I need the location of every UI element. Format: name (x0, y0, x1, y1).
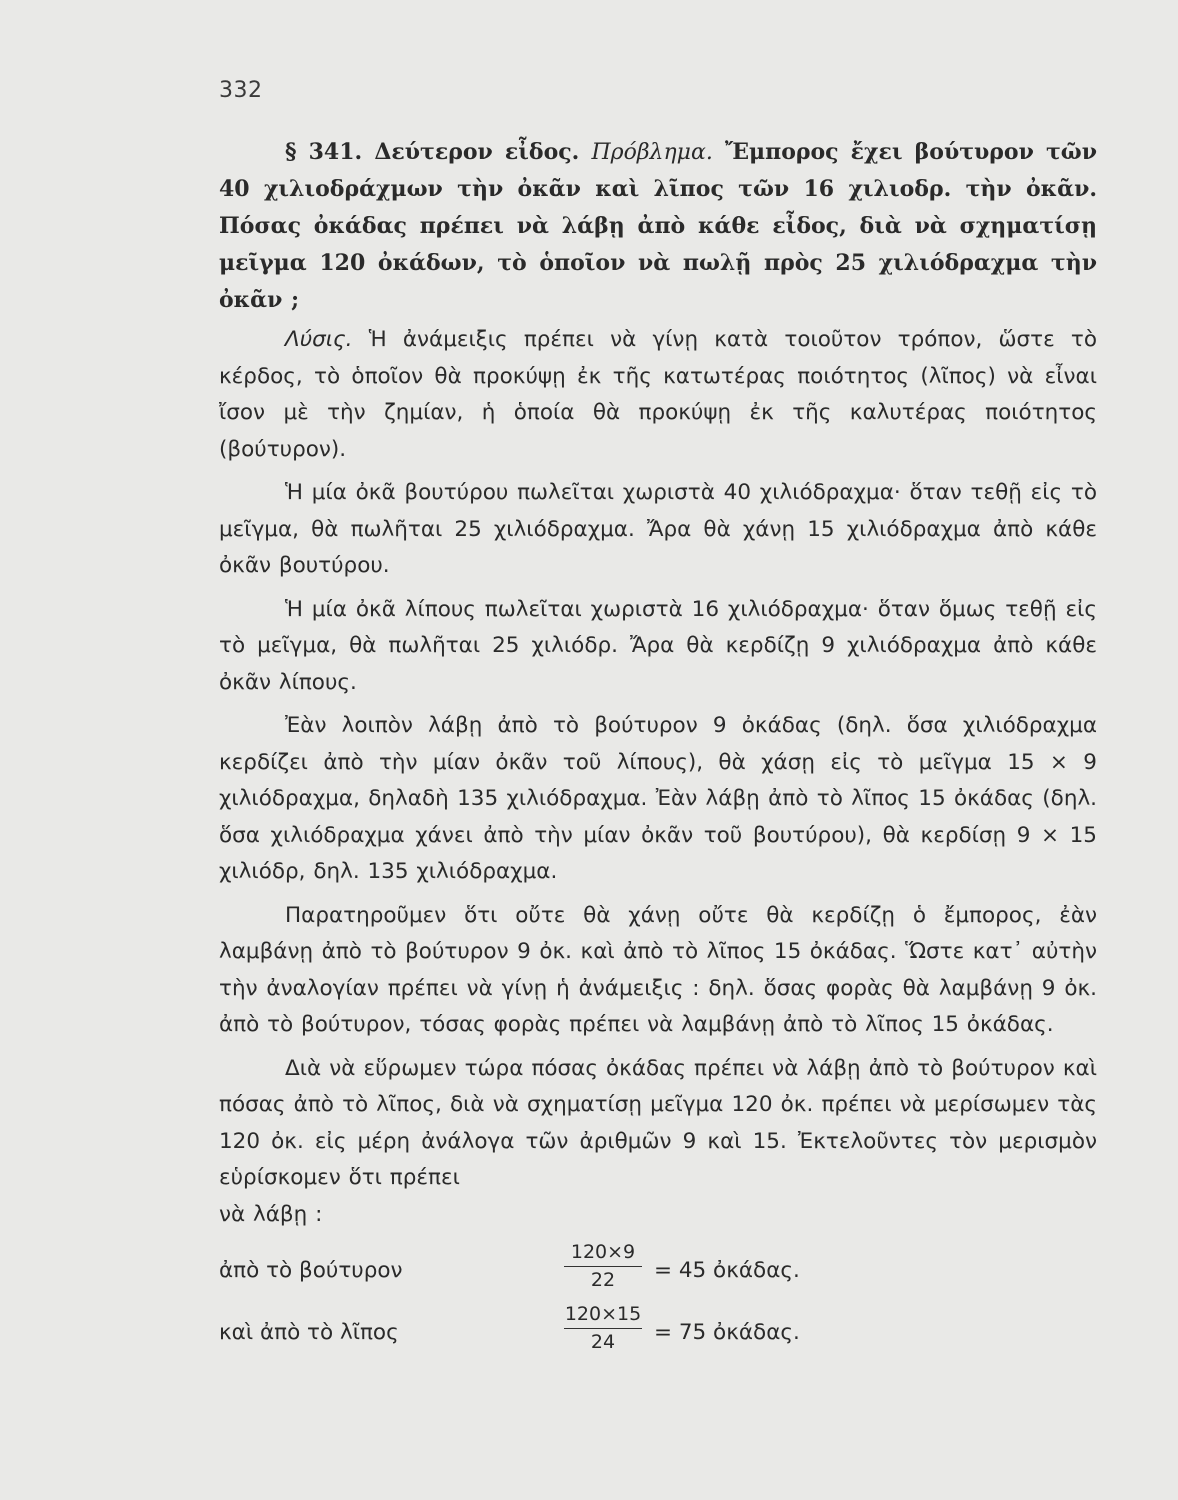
fraction-denominator: 22 (590, 1269, 616, 1291)
body-text (219, 134, 1097, 1240)
paragraph: Ἐὰν λοιπὸν λάβῃ ἀπὸ τὸ βούτυρον 9 ὀκάδας (δηλ. ὅσα χιλιόδραχμα κερδίζει ἀπὸ τὴν μίαν ὀκᾶν τοῦ λίπους), θὰ χάσῃ εἰς τὸ μεῖγμα 15 × 9 χιλιόδραχμα, δηλαδὴ 135 χιλιόδραχμα. Ἐὰν λάβῃ ἀπὸ τὸ λῖπος 15 ὀκάδας (δηλ. ὅσα χιλιόδραχμα χάνει ἀπὸ τὴν μίαν ὀκᾶν τοῦ βουτύρου), θὰ κερδίσῃ 9 × 15 χιλιόδρ, δηλ. 135 χιλιόδραχμα. (219, 713, 1097, 884)
fraction-denominator: 24 (590, 1331, 616, 1353)
fraction (564, 1302, 642, 1354)
calc-label: ἀπὸ τὸ βούτυρον (219, 1258, 403, 1283)
problem-label: Πρόβλημα. (591, 140, 713, 165)
fraction-numerator: 120×9 (564, 1240, 642, 1267)
paragraph: Διὰ νὰ εὕρωμεν τώρα πόσας ὀκάδας πρέπει νὰ λάβῃ ἀπὸ τὸ βούτυρον καὶ πόσας ἀπὸ τὸ λῖπος, διὰ νὰ σχηματίσῃ μεῖγμα 120 ὀκ. πρέπει νὰ μερίσωμεν τὰς 120 ὀκ. εἰς μέρη ἀνάλογα τῶν ἀριθμῶν 9 καὶ 15. Ἐκτελοῦντες τὸν μερισμὸν εὑρίσκομεν ὅτι πρέπει (219, 1055, 1097, 1190)
section-title: § 341. Δεύτερον εἶδος. (285, 139, 580, 165)
calc-row-fat (219, 1302, 919, 1362)
paragraph: Ἡ μία ὀκᾶ βουτύρου πωλεῖται χωριστὰ 40 χιλιόδραχμα· ὅταν τεθῇ εἰς τὸ μεῖγμα, θὰ πωλῆται 25 χιλιόδραχμα. Ἄρα θὰ χάνῃ 15 χιλιόδραχμα ἀπὸ κάθε ὀκᾶν βουτύρου. (219, 480, 1097, 578)
fraction (564, 1240, 642, 1292)
paragraph: Παρατηροῦμεν ὅτι οὔτε θὰ χάνῃ οὔτε θὰ κερδίζῃ ὁ ἔμπορος, ἐὰν λαμβάνῃ ἀπὸ τὸ βούτυρον 9 ὀκ. καὶ ἀπὸ τὸ λῖπος 15 ὀκάδας. Ὥστε κατ᾽ αὐτὴν τὴν ἀναλογίαν πρέπει νὰ γίνῃ ἡ ἀνάμειξις : δηλ. ὅσας φορὰς θὰ λαμβάνῃ 9 ὀκ. ἀπὸ τὸ βούτυρον, τόσας φορὰς πρέπει νὰ λαμβάνῃ ἀπὸ τὸ λῖπος 15 ὀκάδας. (219, 902, 1097, 1037)
problem-paragraph (219, 134, 1097, 319)
solution-paragraph (219, 322, 1097, 468)
paragraph: Ἡ μία ὀκᾶ λίπους πωλεῖται χωριστὰ 16 χιλιόδραχμα· ὅταν ὅμως τεθῇ εἰς τὸ μεῖγμα, θὰ πωλῆται 25 χιλιόδρ. Ἄρα θὰ κερδίζῃ 9 χιλιόδραχμα ἀπὸ κάθε ὀκᾶν λίπους. (219, 596, 1097, 695)
calc-result: = 75 ὀκάδας. (654, 1320, 800, 1345)
problem-text: Ἔμπορος ἔχει βούτυρον τῶν 40 χιλιοδράχμων τὴν ὀκᾶν καὶ λῖπος τῶν 16 χιλιοδρ. τὴν ὀκᾶν. Πόσας ὀκάδας πρέπει νὰ λάβῃ ἀπὸ κάθε εἶδος, διὰ νὰ σχηματίσῃ μεῖγμα 120 ὀκάδων, τὸ ὁποῖον νὰ πωλῇ πρὸς 25 χιλιόδραχμα τὴν ὀκᾶν ; (219, 139, 1097, 313)
calc-result: = 45 ὀκάδας. (654, 1258, 800, 1283)
solution-label: Λύσις. (285, 327, 353, 352)
calc-row-butter (219, 1240, 919, 1300)
lead-in: νὰ λάβῃ : (219, 1201, 323, 1227)
fraction-numerator: 120×15 (564, 1302, 642, 1329)
page-number: 332 (219, 78, 263, 103)
solution-text: Ἡ ἀνάμειξις πρέπει νὰ γίνῃ κατὰ τοιοῦτον τρόπον, ὥστε τὸ κέρδος, τὸ ὁποῖον θὰ προκύψῃ ἐκ τῆς κατωτέρας ποιότητος (λῖπος) νὰ εἶναι ἴσον μὲ τὴν ζημίαν, ἡ ὁποία θὰ προκύψῃ ἐκ τῆς καλυτέρας ποιότητος (βούτυρον). (219, 327, 1097, 462)
calc-label: καὶ ἀπὸ τὸ λῖπος (219, 1320, 399, 1345)
